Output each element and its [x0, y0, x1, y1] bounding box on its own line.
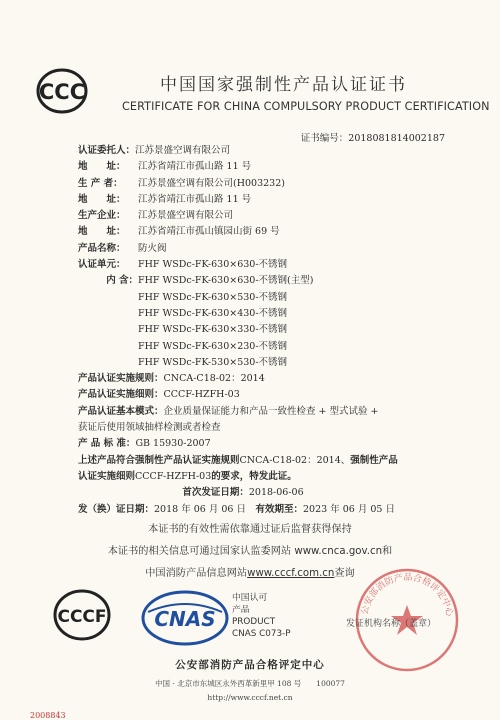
cnas-caption-1: 中国认可 — [232, 593, 268, 603]
notice-line-2 — [0, 542, 500, 557]
rule-detail-value: CCCF-HZFH-03 — [163, 389, 240, 401]
conform-rule: CNCA-C18-02：2014、 — [239, 454, 351, 466]
conform-text-3: 认证实施细则 — [78, 470, 136, 482]
rule-label: 产品认证实施规则： — [78, 373, 164, 385]
issue-value: 2018 年 06 月 06 日 — [154, 503, 246, 515]
contains-item: FHF WSDc-FK-630×630-不锈钢(主型) — [138, 275, 314, 287]
contains-item-row — [78, 322, 448, 338]
contains-item-row — [78, 355, 448, 371]
svg-text:CCCF: CCCF — [57, 607, 107, 627]
contains-item: FHF WSDc-FK-630×330-不锈钢 — [138, 324, 288, 336]
manufacturer-row — [78, 176, 448, 192]
issue-row — [78, 502, 448, 518]
address3-value: 江苏省靖江市孤山镇园山街 69 号 — [138, 226, 280, 238]
applicant-label: 认证委托人： — [78, 145, 136, 156]
certificate-title-en: CERTIFICATE FOR CHINA COMPULSORY PRODUCT CERTIFICATION — [122, 100, 490, 113]
conform-detail: CCCF-HZFH-03 — [135, 470, 212, 482]
applicant-value: 江苏景盛空调有限公司 — [135, 145, 231, 156]
unit-label: 认证单元： — [78, 259, 126, 271]
contains-item: FHF WSDc-FK-630×430-不锈钢 — [138, 307, 288, 319]
conform-text-2: 强制性产品 — [350, 454, 398, 466]
contains-item: FHF WSDc-FK-630×530-不锈钢 — [138, 291, 288, 303]
notice-text: 中国消防产品信息网站 — [145, 568, 248, 579]
contains-item: FHF WSDc-FK-530×530-不锈钢 — [138, 356, 288, 368]
address3-label: 地 址： — [78, 226, 126, 238]
address1-row — [78, 159, 448, 175]
contains-item-row — [78, 339, 448, 355]
factory-row — [78, 208, 448, 224]
contains-row — [78, 273, 448, 289]
address2-row — [78, 192, 448, 208]
issuing-authority-label: 发证机构名称（盖章） — [346, 619, 437, 629]
cnca-link: www.cnca.gov.cn — [294, 546, 383, 557]
address2-label: 地 址： — [78, 193, 126, 205]
first-issue-label: 首次发证日期： — [182, 487, 249, 499]
unit-value: FHF WSDc-FK-630×630-不锈钢 — [138, 259, 288, 271]
certificate-title-cn: 中国国家强制性产品认证证书 — [160, 75, 407, 95]
factory-value: 江苏景盛空调有限公司 — [138, 210, 234, 222]
first-issue-row — [78, 485, 448, 501]
notice-line-1: 本证书的有效性需依靠通过证后监督获得保持 — [148, 524, 352, 535]
rule-detail-label: 产品认证实施细则： — [78, 389, 164, 401]
svg-text:CCC: CCC — [38, 80, 86, 104]
cccf-link: www.cccf.com.cn — [247, 568, 335, 579]
cert-no-value: 2018081814002187 — [348, 133, 445, 144]
cccf-logo — [52, 588, 112, 642]
notice-text: 和 — [382, 546, 393, 557]
contains-item-row — [78, 290, 448, 306]
address2-value: 江苏省靖江市孤山路 11 号 — [138, 193, 252, 205]
product-label: 产品名称： — [78, 242, 126, 254]
notice-text: 本证书的相关信息可通过国家认监委网站 — [107, 546, 295, 557]
conform-text-4: 的要求，特发此证。 — [211, 470, 297, 482]
mode-row-2 — [78, 420, 448, 436]
manufacturer-label: 生 产 者： — [78, 177, 123, 189]
svg-text:公安部消防产品合格评定中心: 公安部消防产品合格评定中心 — [360, 572, 454, 618]
standard-label: 产 品 标 准： — [78, 438, 136, 450]
conform-row-2 — [78, 469, 448, 485]
serial-mark: 2008843 — [30, 711, 66, 720]
factory-label: 生产企业： — [78, 210, 126, 222]
svg-text:CNAS: CNAS — [154, 607, 216, 631]
cnas-caption-3: PRODUCT — [232, 617, 276, 627]
rule-row — [78, 371, 448, 387]
address3-row — [78, 224, 448, 240]
cert-no-label: 证书编号： — [300, 133, 349, 144]
conform-row — [78, 453, 448, 469]
contains-item-row — [78, 306, 448, 322]
certificate-body — [78, 143, 448, 518]
first-issue-value: 2018-06-06 — [248, 487, 304, 499]
ccc-logo — [36, 68, 88, 114]
issuer-address: 中国 · 北京市东城区永外西革新里甲 108 号 100077 — [155, 679, 345, 688]
product-value: 防火阀 — [138, 242, 167, 254]
issuer-website: http://www.cccf.net.cn — [207, 693, 293, 702]
address1-label: 地 址： — [78, 161, 126, 173]
cnas-caption-4: CNAS C073-P — [232, 629, 291, 639]
applicant-row — [78, 143, 448, 159]
standard-row — [78, 436, 448, 452]
cnas-caption — [232, 592, 291, 640]
mode-row — [78, 404, 448, 420]
mode-value-line1: 企业质量保证能力和产品一致性检查 + 型式试验 + — [163, 405, 379, 417]
contains-label: 内 含： — [106, 275, 138, 287]
valid-value: 2023 年 06 月 05 日 — [303, 503, 395, 515]
issuer-name: 公安部消防产品合格评定中心 — [175, 659, 325, 671]
unit-row — [78, 257, 448, 273]
mode-label: 产品认证基本模式： — [78, 405, 164, 417]
conform-text-1: 上述产品符合强制性产品认证实施规则 — [78, 454, 240, 466]
product-row — [78, 241, 448, 257]
contains-item: FHF WSDc-FK-630×230-不锈钢 — [138, 340, 288, 352]
manufacturer-value: 江苏景盛空调有限公司(H003232) — [138, 177, 285, 189]
certificate-number — [301, 130, 445, 144]
mode-value-line2: 获证后使用领域抽样检测或者检查 — [78, 422, 221, 434]
cnas-caption-2: 产品 — [232, 605, 250, 615]
standard-value: GB 15930-2007 — [135, 438, 211, 450]
valid-label: 有效期至： — [255, 503, 303, 515]
issue-label: 发（换）证日期： — [78, 503, 155, 515]
address1-value: 江苏省靖江市孤山路 11 号 — [138, 161, 252, 173]
rule-value: CNCA-C18-02：2014 — [163, 373, 265, 385]
notice-text: 查询 — [334, 568, 355, 579]
cnas-logo — [140, 588, 230, 648]
rule-detail-row — [78, 387, 448, 403]
